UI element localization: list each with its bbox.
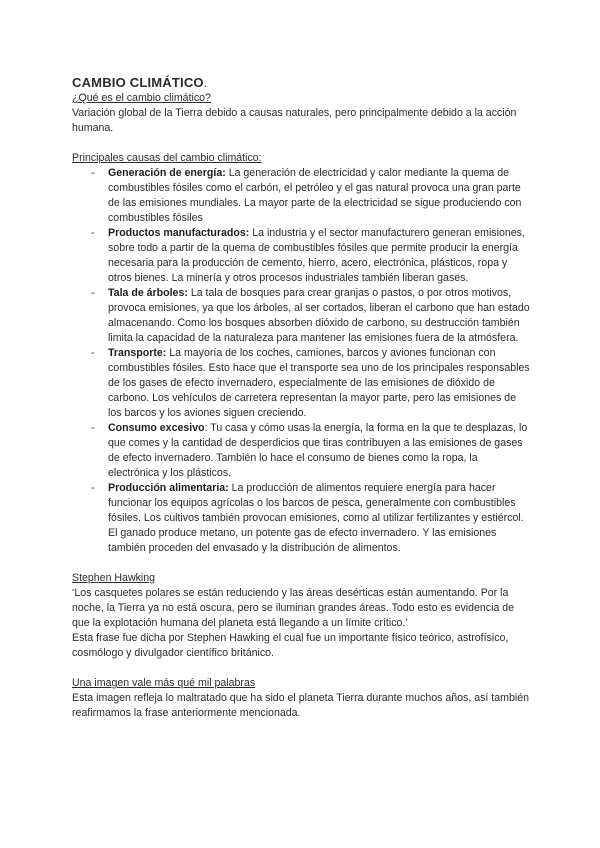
cause-text: La producción de alimentos requiere energía para hacer funcionar los equipos agrícolas o los barcos de pesca, generalmente con combustibles fósiles. Los cultivos también provocan emisiones, como al utilizar fertilizantes y estiércol. El ganado produce metano, un potente gas de efecto invernadero. Y las emisiones también proceden del envasado y la distribución de alimentos. bbox=[108, 482, 524, 554]
causes-heading: Principales causas del cambio climático: bbox=[72, 152, 262, 164]
page-title bbox=[72, 74, 530, 91]
cause-term: Producción alimentaria: bbox=[108, 482, 229, 494]
cause-term: Transporte: bbox=[108, 347, 167, 359]
image-section-heading: Una imagen vale más qué mil palabras bbox=[72, 677, 256, 689]
cause-term: Tala de árboles: bbox=[108, 287, 188, 299]
bullet-dash: - bbox=[91, 287, 95, 299]
hawking-quote: ‘Los casquetes polares se están reduciendo y las áreas desérticas están aumentando. Por la noche, la Tierra ya no está oscura, pero se iluminan grandes áreas. Todo esto es evidencia de que la explotación humana del planeta está llegando a un límite crítico.’ bbox=[72, 587, 515, 629]
cause-term: Productos manufacturados: bbox=[108, 227, 250, 239]
title-dot: . bbox=[203, 75, 208, 90]
bullet-dash: - bbox=[91, 347, 95, 359]
bullet-dash: - bbox=[91, 422, 95, 434]
cause-text: La tala de bosques para crear granjas o pastos, o por otros motivos, provoca emisiones, ya que los árboles, al ser cortados, liberan el carbono que han estado almacenando. Como los bosques absorben dióxido de carbono, su destrucción también limita la capacidad de la naturaleza para mantener las emisiones fuera de la atmósfera. bbox=[108, 287, 530, 344]
cause-term: Consumo excesivo bbox=[108, 422, 205, 434]
hawking-heading: Stephen Hawking bbox=[72, 572, 156, 584]
list-item bbox=[72, 166, 530, 226]
cause-text: : Tu casa y cómo usas la energía, la forma en la que te desplazas, lo que comes y la cantidad de desperdicios que tiras contribuyen a las emisiones de gases de efecto invernadero. También lo hace el consumo de bienes como la ropa, la electrónica y los plásticos. bbox=[108, 422, 528, 479]
intro-text: Variación global de la Tierra debido a causas naturales, pero principalmente debido a la acción humana. bbox=[72, 107, 517, 134]
cause-text: La mayoría de los coches, camiones, barcos y aviones funcionan con combustibles fósiles. Esto hace que el transporte sea uno de los principales responsables de los gases de efecto invernadero, especialmente de las emisiones de dióxido de carbono. Los vehículos de carretera representan la mayor parte, pero las emisiones de los barcos y los aviones siguen creciendo. bbox=[108, 347, 530, 419]
bullet-dash: - bbox=[91, 482, 95, 494]
title-text: CAMBIO CLIMÁTICO bbox=[72, 75, 204, 90]
list-item bbox=[72, 226, 530, 286]
list-item bbox=[72, 421, 530, 481]
cause-text: La generación de electricidad y calor mediante la quema de combustibles fósiles como el carbón, el petróleo y el gas natural provoca una gran parte de las emisiones mundiales. La mayor parte de la electricidad se sigue produciendo con combustibles fósiles bbox=[108, 167, 522, 224]
hawking-note: Esta frase fue dicha por Stephen Hawking el cual fue un importante físico teórico, astrofísico, cosmólogo y divulgador científico británico. bbox=[72, 632, 509, 659]
causes-list bbox=[72, 166, 530, 556]
bullet-dash: - bbox=[91, 227, 95, 239]
cause-text: La industria y el sector manufacturero generan emisiones, sobre todo a partir de la quema de combustibles fósiles que permite producir la energía necesaria para la producción de cemento, hierro, acero, electrónica, plásticos, ropa y otros bienes. La minería y otros procesos industriales también liberan gases. bbox=[108, 227, 525, 284]
list-item bbox=[72, 286, 530, 346]
image-section-text: Esta imagen refleja lo maltratado que ha sido el planeta Tierra durante muchos años, así también reafirmamos la frase anteriormente mencionada. bbox=[72, 692, 529, 719]
cause-term: Generación de energía: bbox=[108, 167, 226, 179]
list-item bbox=[72, 346, 530, 421]
intro-heading: ¿Qué es el cambio climático? bbox=[72, 92, 211, 104]
list-item bbox=[72, 481, 530, 556]
bullet-dash: - bbox=[91, 167, 95, 179]
